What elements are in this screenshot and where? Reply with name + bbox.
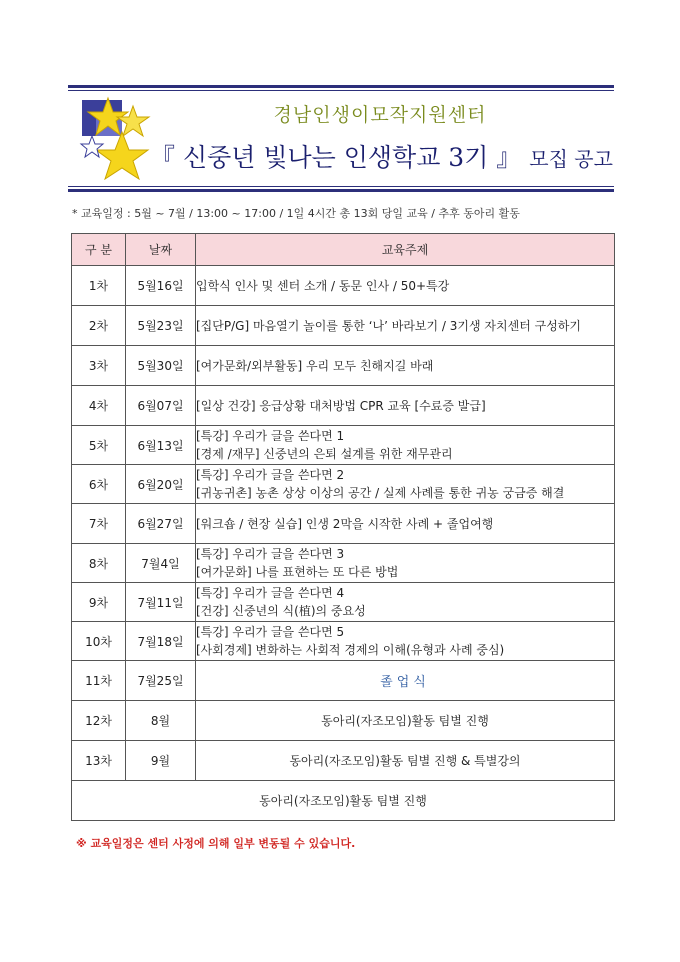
table-row	[72, 386, 615, 426]
round-cell: 2차	[72, 306, 126, 346]
date-cell: 5월23일	[126, 306, 196, 346]
round-cell: 3차	[72, 346, 126, 386]
round-cell: 7차	[72, 504, 126, 544]
round-cell: 13차	[72, 741, 126, 781]
title-open-bracket: 『	[150, 143, 183, 172]
topic-line: [여가문화/외부활동] 우리 모두 친해지길 바래	[196, 358, 434, 373]
topic-cell	[196, 306, 615, 346]
table-row	[72, 661, 615, 701]
round-cell: 8차	[72, 544, 126, 583]
topic-line: [특강] 우리가 글을 쓴다면 3	[196, 547, 345, 561]
topic-line: 입학식 인사 및 센터 소개 / 동문 인사 / 50+특강	[196, 278, 450, 293]
header-round: 구 분	[72, 234, 126, 266]
table-row	[72, 583, 615, 622]
schedule-table	[71, 233, 615, 821]
topic-cell	[196, 386, 615, 426]
topic-line: [특강] 우리가 글을 쓴다면 4	[196, 586, 345, 600]
topic-line: [여가문화] 나를 표현하는 또 다른 방법	[196, 565, 399, 579]
bottom-thin-rule	[68, 186, 614, 187]
top-thin-rule	[68, 90, 614, 91]
topic-line: [특강] 우리가 글을 쓴다면 1	[196, 429, 345, 443]
bottom-double-rule	[68, 189, 614, 192]
table-row	[72, 266, 615, 306]
topic-line: [귀농귀촌] 농촌 상상 이상의 공간 / 실제 사례를 통한 귀농 궁금증 해결	[196, 486, 565, 500]
topic-cell	[196, 465, 615, 504]
table-row	[72, 426, 615, 465]
header-topic: 교육주제	[196, 234, 615, 266]
table-row	[72, 622, 615, 661]
date-cell: 7월4일	[126, 544, 196, 583]
topic-cell: 동아리(자조모임)활동 팀별 진행 & 특별강의	[196, 741, 615, 781]
topic-line: [특강] 우리가 글을 쓴다면 2	[196, 468, 345, 482]
table-row	[72, 544, 615, 583]
table-row	[72, 781, 615, 821]
date-cell: 8월	[126, 701, 196, 741]
round-cell: 5차	[72, 426, 126, 465]
topic-line: [워크숍 / 현장 실습] 인생 2막을 시작한 사례 + 졸업여행	[196, 516, 494, 531]
topic-cell	[196, 426, 615, 465]
page-title	[150, 138, 613, 174]
topic-cell	[196, 346, 615, 386]
round-cell: 11차	[72, 661, 126, 701]
title-suffix: 모집 공고	[529, 147, 613, 171]
top-double-rule	[68, 85, 614, 88]
table-row	[72, 465, 615, 504]
topic-cell	[196, 504, 615, 544]
date-cell: 6월27일	[126, 504, 196, 544]
center-name: 경남인생이모작지원센터	[273, 104, 487, 126]
topic-line: [사회경제] 변화하는 사회적 경제의 이해(유형과 사례 중심)	[196, 643, 505, 657]
topic-cell	[196, 661, 615, 701]
graduation-label: 졸업식	[380, 675, 430, 690]
topic-line: [건강] 신중년의 식(植)의 중요성	[196, 604, 366, 618]
title-close-bracket: 』	[488, 143, 522, 172]
date-cell: 6월20일	[126, 465, 196, 504]
schedule-info: * 교육일정 : 5월 ~ 7월 / 13:00 ~ 17:00 / 1일 4시간 총 13회 당일 교육 / 추후 동아리 활동	[72, 207, 520, 220]
date-cell: 7월25일	[126, 661, 196, 701]
schedule-change-notice: ※ 교육일정은 센터 사정에 의해 일부 변동될 수 있습니다.	[76, 837, 356, 850]
table-row	[72, 701, 615, 741]
topic-line: [경제 /재무] 신중년의 은퇴 설계를 위한 재무관리	[196, 447, 453, 461]
footer-cell: 동아리(자조모임)활동 팀별 진행	[72, 781, 615, 821]
table-row	[72, 741, 615, 781]
round-cell: 6차	[72, 465, 126, 504]
date-cell: 7월18일	[126, 622, 196, 661]
header-date: 날짜	[126, 234, 196, 266]
topic-cell	[196, 544, 615, 583]
topic-line: [집단P/G] 마음열기 놀이를 통한 ‘나’ 바라보기 / 3기생 자치센터 구성하기	[196, 318, 581, 333]
date-cell: 9월	[126, 741, 196, 781]
title-main: 신중년 빛나는 인생학교 3기	[182, 143, 489, 172]
topic-line: [일상 건강] 응급상황 대처방법 CPR 교육 [수료증 발급]	[196, 398, 486, 413]
topic-cell	[196, 266, 615, 306]
date-cell: 6월13일	[126, 426, 196, 465]
table-row	[72, 306, 615, 346]
round-cell: 4차	[72, 386, 126, 426]
date-cell: 5월30일	[126, 346, 196, 386]
round-cell: 10차	[72, 622, 126, 661]
topic-cell	[196, 622, 615, 661]
topic-cell: 동아리(자조모임)활동 팀별 진행	[196, 701, 615, 741]
round-cell: 9차	[72, 583, 126, 622]
table-row	[72, 346, 615, 386]
date-cell: 6월07일	[126, 386, 196, 426]
topic-cell	[196, 583, 615, 622]
round-cell: 12차	[72, 701, 126, 741]
topic-line: [특강] 우리가 글을 쓴다면 5	[196, 625, 345, 639]
round-cell: 1차	[72, 266, 126, 306]
date-cell: 5월16일	[126, 266, 196, 306]
table-row	[72, 504, 615, 544]
date-cell: 7월11일	[126, 583, 196, 622]
